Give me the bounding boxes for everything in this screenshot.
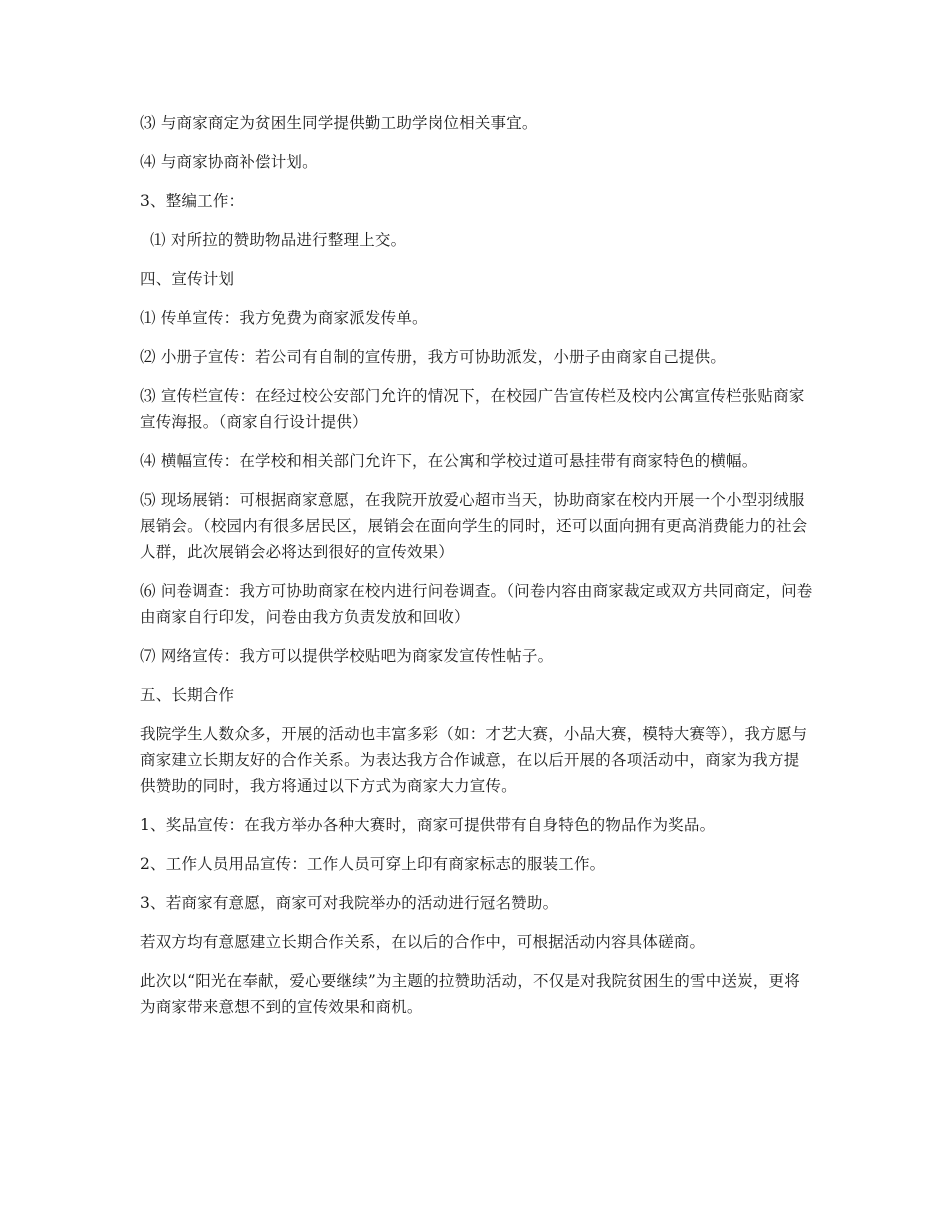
paragraph-bulletin-board: ⑶ 宣传栏宣传：在经过校公安部门允许的情况下，在校园广告宣传栏及校内公寓宣传栏张贴商家宣传海报。（商家自行设计提供）: [140, 387, 805, 431]
paragraph-staff-uniform: 2、工作人员用品宣传：工作人员可穿上印有商家标志的服装工作。: [140, 855, 606, 873]
paragraph-conclusion: 此次以“阳光在奉献，爱心要继续”为主题的拉赞助活动，不仅是对我院贫困生的雪中送炭，更将为商家带来意想不到的宣传效果和商机。: [140, 972, 800, 1016]
paragraph-title-sponsor: 3、若商家有意愿，商家可对我院举办的活动进行冠名赞助。: [140, 894, 559, 912]
paragraph-banner: ⑷ 横幅宣传：在学校和相关部门允许下，在公寓和学校过道可悬挂带有商家特色的横幅。: [140, 452, 758, 470]
paragraph-negotiation: 若双方均有意愿建立长期合作关系，在以后的合作中，可根据活动内容具体磋商。: [140, 933, 706, 951]
section-heading-organize: 3、整编工作：: [140, 192, 245, 210]
paragraph-survey: ⑹ 问卷调查：我方可协助商家在校内进行问卷调查。（问卷内容由商家裁定或双方共同商定，问卷由商家自行印发，问卷由我方负责发放和回收）: [140, 582, 813, 626]
section-heading-long-term: 五、长期合作: [140, 686, 235, 704]
document-body: [140, 110, 815, 1033]
paragraph-long-term-intro: 我院学生人数众多，开展的活动也丰富多彩（如：才艺大赛，小品大赛，模特大赛等），我方愿与商家建立长期友好的合作关系。为表达我方合作诚意，在以后开展的各项活动中，商家为我方提供赞助的同时，我方将通过以下方式为商家大力宣传。: [140, 725, 808, 795]
section-heading-publicity: 四、宣传计划: [140, 270, 235, 288]
paragraph-prizes: 1、奖品宣传：在我方举办各种大赛时，商家可提供带有自身特色的物品作为奖品。: [140, 816, 716, 834]
paragraph-compensation-plan: ⑷ 与商家协商补偿计划。: [140, 153, 318, 171]
paragraph-sponsor-jobs: ⑶ 与商家商定为贫困生同学提供勤工助学岗位相关事宜。: [140, 114, 538, 132]
paragraph-organize-items: ⑴ 对所拉的赞助物品进行整理上交。: [150, 231, 407, 249]
paragraph-online: ⑺ 网络宣传：我方可以提供学校贴吧为商家发宣传性帖子。: [140, 647, 554, 665]
paragraph-flyer: ⑴ 传单宣传：我方免费为商家派发传单。: [140, 309, 428, 327]
paragraph-brochure: ⑵ 小册子宣传：若公司有自制的宣传册，我方可协助派发，小册子由商家自己提供。: [140, 348, 727, 366]
paragraph-onsite-sale: ⑸ 现场展销：可根据商家意愿，在我院开放爱心超市当天，协助商家在校内开展一个小型羽绒服展销会。（校园内有很多居民区，展销会在面向学生的同时，还可以面向拥有更高消费能力的社会人群，此次展销会必将达到很好的宣传效果）: [140, 491, 808, 561]
